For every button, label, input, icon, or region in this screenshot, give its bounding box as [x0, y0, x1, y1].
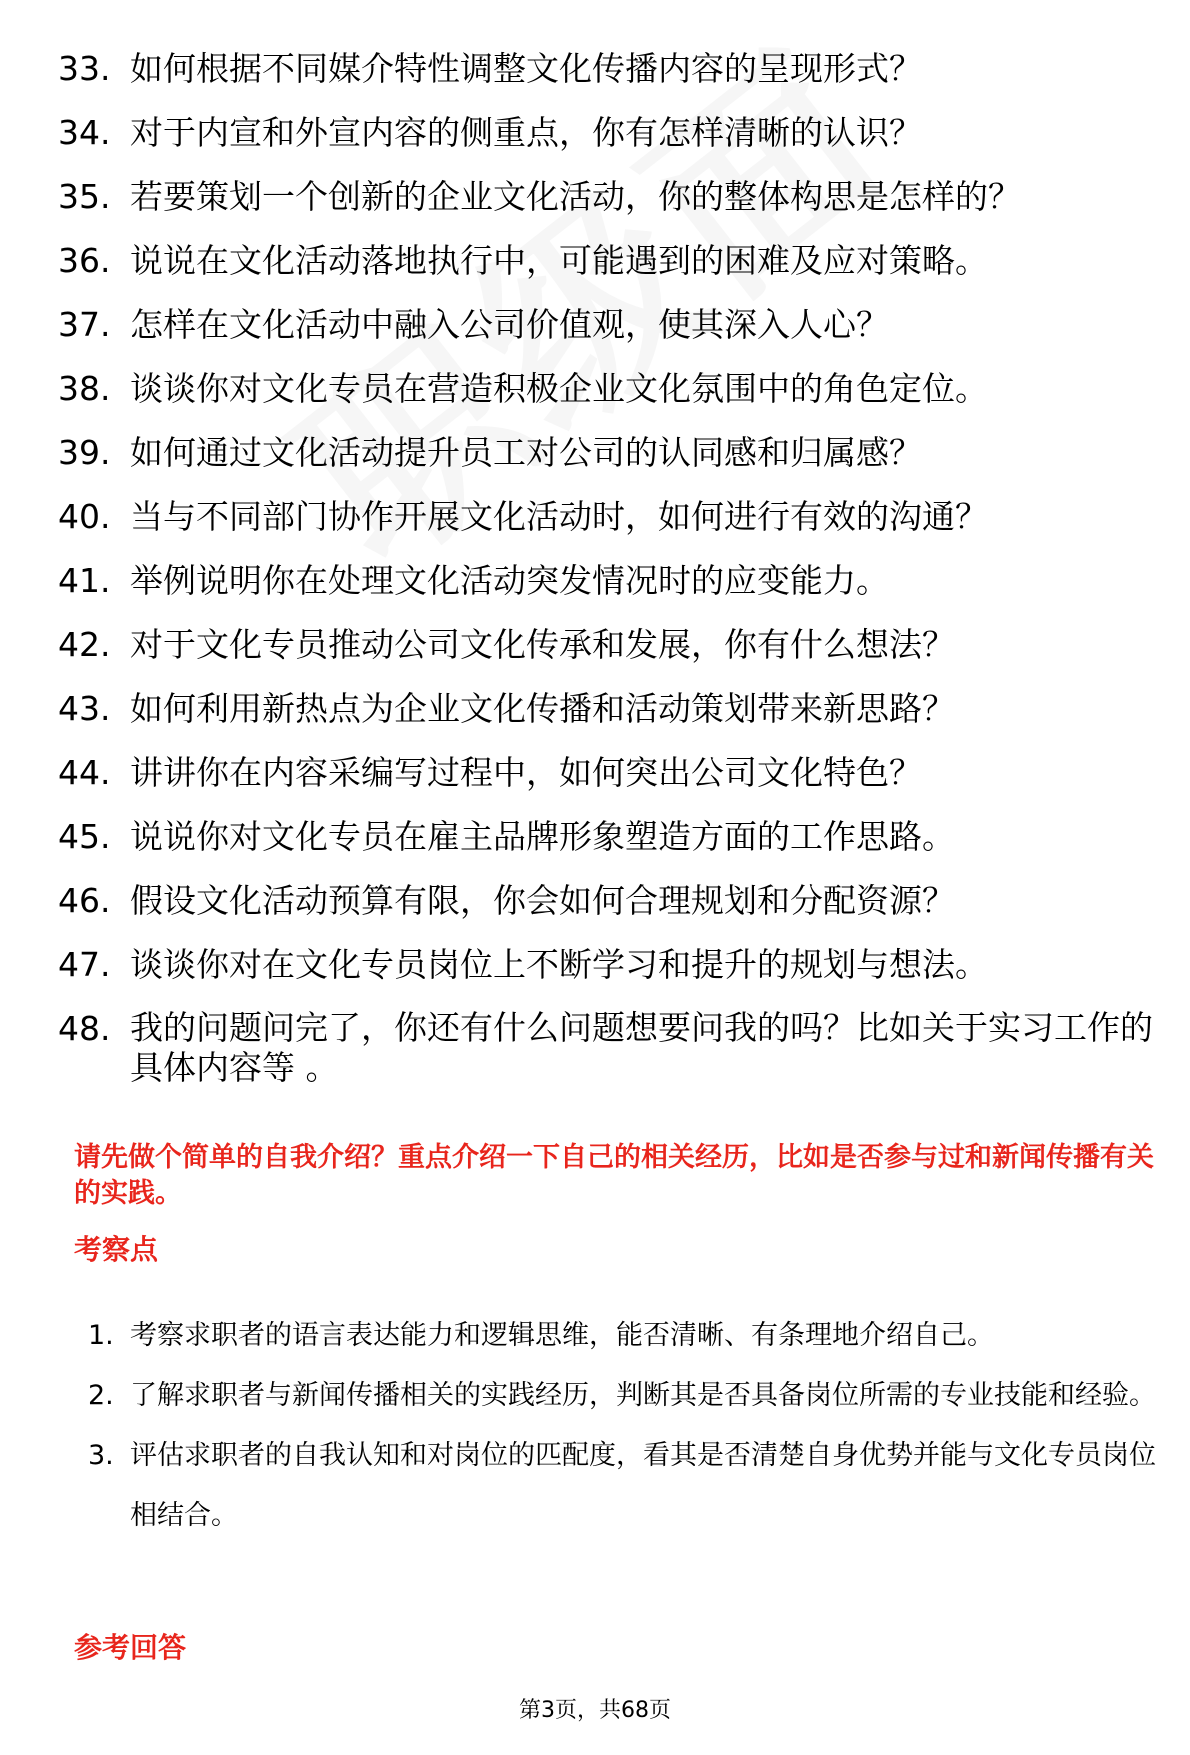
question-item — [58, 944, 1158, 986]
question-item — [58, 240, 1158, 282]
question-text: 如何根据不同媒介特性调整文化传播内容的呈现形式？ — [130, 49, 922, 88]
question-text: 如何通过文化活动提升员工对公司的认同感和归属感？ — [130, 433, 922, 472]
question-text: 对于文化专员推动公司文化传承和发展，你有什么想法？ — [130, 625, 955, 664]
assessment-points-list — [88, 1306, 1163, 1546]
question-text: 举例说明你在处理文化活动突发情况时的应变能力。 — [130, 561, 889, 600]
highlight-question: 请先做个简单的自我介绍？重点介绍一下自己的相关经历，比如是否参与过和新闻传播有关的实践。 — [74, 1142, 1154, 1209]
question-item — [58, 112, 1158, 154]
assessment-point — [88, 1366, 1163, 1426]
question-text: 怎样在文化活动中融入公司价值观，使其深入人心？ — [130, 305, 889, 344]
question-item — [58, 880, 1158, 922]
question-number: 39. — [58, 433, 111, 472]
question-item — [58, 304, 1158, 346]
question-text: 若要策划一个创新的企业文化活动，你的整体构思是怎样的？ — [130, 177, 1021, 216]
question-item — [58, 368, 1158, 410]
assessment-point — [88, 1306, 1163, 1366]
point-text: 了解求职者与新闻传播相关的实践经历，判断其是否具备岗位所需的专业技能和经验。 — [130, 1380, 1156, 1411]
page-footer: 第3页，共68页 — [519, 1698, 671, 1723]
point-text: 评估求职者的自我认知和对岗位的匹配度，看其是否清楚自身优势并能与文化专员岗位相结合。 — [130, 1440, 1156, 1531]
question-text: 说说在文化活动落地执行中，可能遇到的困难及应对策略。 — [130, 241, 988, 280]
question-number: 37. — [58, 305, 111, 344]
question-number: 35. — [58, 177, 111, 216]
question-item — [58, 816, 1158, 858]
question-item — [58, 688, 1158, 730]
point-number: 2. — [88, 1380, 114, 1411]
question-item — [58, 432, 1158, 474]
question-item — [58, 1008, 1158, 1088]
question-item — [58, 496, 1158, 538]
question-text: 假设文化活动预算有限，你会如何合理规划和分配资源？ — [130, 881, 955, 920]
section-title-kaochadian: 考察点 — [74, 1233, 159, 1266]
question-text: 谈谈你对在文化专员岗位上不断学习和提升的规划与想法。 — [130, 945, 988, 984]
question-number: 47. — [58, 945, 111, 984]
question-item — [58, 176, 1158, 218]
question-number: 36. — [58, 241, 111, 280]
question-item — [58, 752, 1158, 794]
question-text: 我的问题问完了，你还有什么问题想要问我的吗？比如关于实习工作的具体内容等 。 — [130, 1008, 1153, 1087]
point-number: 3. — [88, 1440, 114, 1471]
question-text: 当与不同部门协作开展文化活动时，如何进行有效的沟通？ — [130, 497, 988, 536]
question-number: 38. — [58, 369, 111, 408]
question-text: 讲讲你在内容采编写过程中，如何突出公司文化特色？ — [130, 753, 922, 792]
section-title-cankaohuida: 参考回答 — [74, 1631, 187, 1664]
question-number: 41. — [58, 561, 111, 600]
question-text: 如何利用新热点为企业文化传播和活动策划带来新思路？ — [130, 689, 955, 728]
question-text: 对于内宣和外宣内容的侧重点，你有怎样清晰的认识？ — [130, 113, 922, 152]
question-text: 谈谈你对文化专员在营造积极企业文化氛围中的角色定位。 — [130, 369, 988, 408]
question-number: 42. — [58, 625, 111, 664]
question-number: 34. — [58, 113, 111, 152]
question-number: 33. — [58, 49, 111, 88]
question-text: 说说你对文化专员在雇主品牌形象塑造方面的工作思路。 — [130, 817, 955, 856]
assessment-point — [88, 1426, 1163, 1546]
question-number: 40. — [58, 497, 111, 536]
question-list — [58, 48, 1158, 1110]
question-item — [58, 624, 1158, 666]
question-number: 45. — [58, 817, 111, 856]
question-number: 48. — [58, 1009, 111, 1048]
point-number: 1. — [88, 1320, 114, 1351]
question-item — [58, 560, 1158, 602]
question-number: 44. — [58, 753, 111, 792]
point-text: 考察求职者的语言表达能力和逻辑思维，能否清晰、有条理地介绍自己。 — [130, 1320, 994, 1351]
question-item — [58, 48, 1158, 90]
question-number: 43. — [58, 689, 111, 728]
question-number: 46. — [58, 881, 111, 920]
